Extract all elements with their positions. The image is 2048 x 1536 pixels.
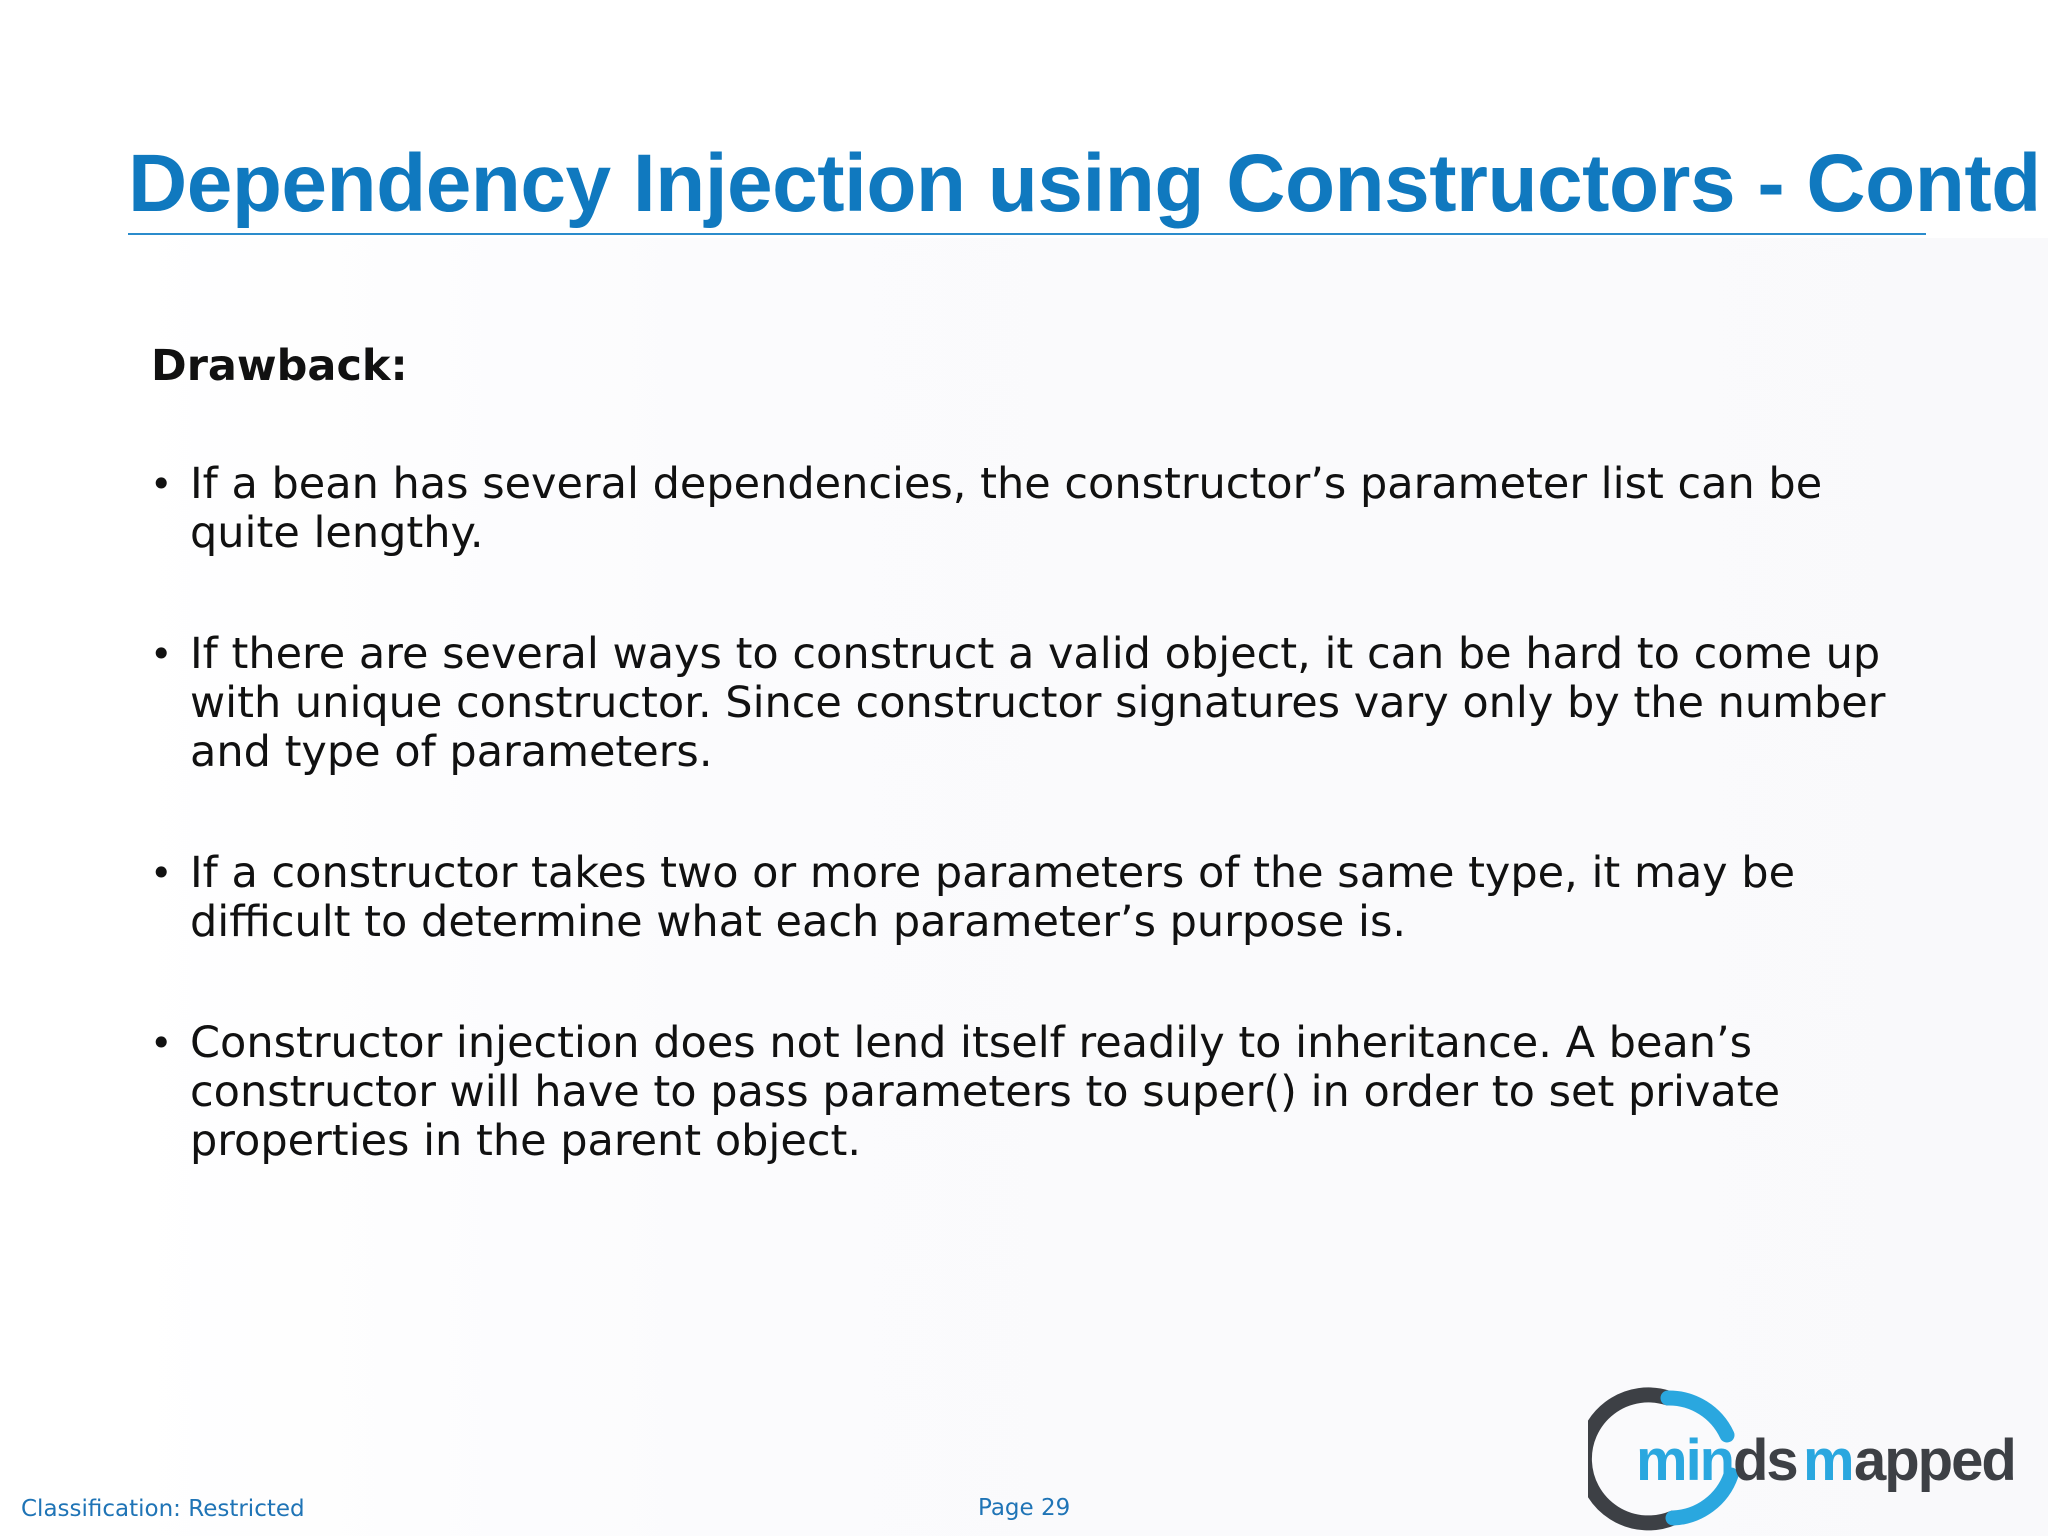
bullet-marker: • — [150, 462, 173, 506]
logo-graphic — [1588, 1380, 2038, 1536]
mindsmapped-logo — [1588, 1380, 2038, 1536]
bullet-marker: • — [150, 1021, 173, 1065]
bullet-text: Constructor injection does not lend itself readily to inheritance. A bean’s constructor will have to pass parameters to super() in order to set private properties in the parent object. — [190, 1018, 1781, 1166]
section-heading: Drawback: — [151, 341, 408, 391]
bullet-item — [148, 849, 1908, 947]
svg-text:apped: apped — [1854, 1428, 2015, 1493]
svg-text:m: m — [1803, 1428, 1853, 1493]
bullet-item — [148, 1019, 1908, 1166]
svg-text:ds: ds — [1733, 1428, 1797, 1493]
bullet-item — [148, 460, 1908, 558]
bullet-item — [148, 630, 1908, 777]
bullet-text: If a constructor takes two or more parameters of the same type, it may be difficult to determine what each parameter’s purpose is. — [190, 848, 1796, 947]
bullet-text: If there are several ways to construct a valid object, it can be hard to come up with unique constructor. Since constructor signatures vary only by the number and type of parameters. — [190, 629, 1886, 777]
page-number: Page 29 — [978, 1495, 1071, 1521]
bullet-text: If a bean has several dependencies, the constructor’s parameter list can be quite lengthy. — [190, 459, 1823, 558]
bullet-marker: • — [150, 851, 173, 895]
bullet-list — [148, 460, 1908, 1238]
svg-text:min: min — [1636, 1428, 1734, 1493]
bullet-marker: • — [150, 632, 173, 676]
classification-label: Classification: Restricted — [21, 1496, 305, 1522]
title-underline — [128, 233, 1926, 235]
slide-title: Dependency Injection using Constructors - Contd — [128, 138, 2041, 229]
